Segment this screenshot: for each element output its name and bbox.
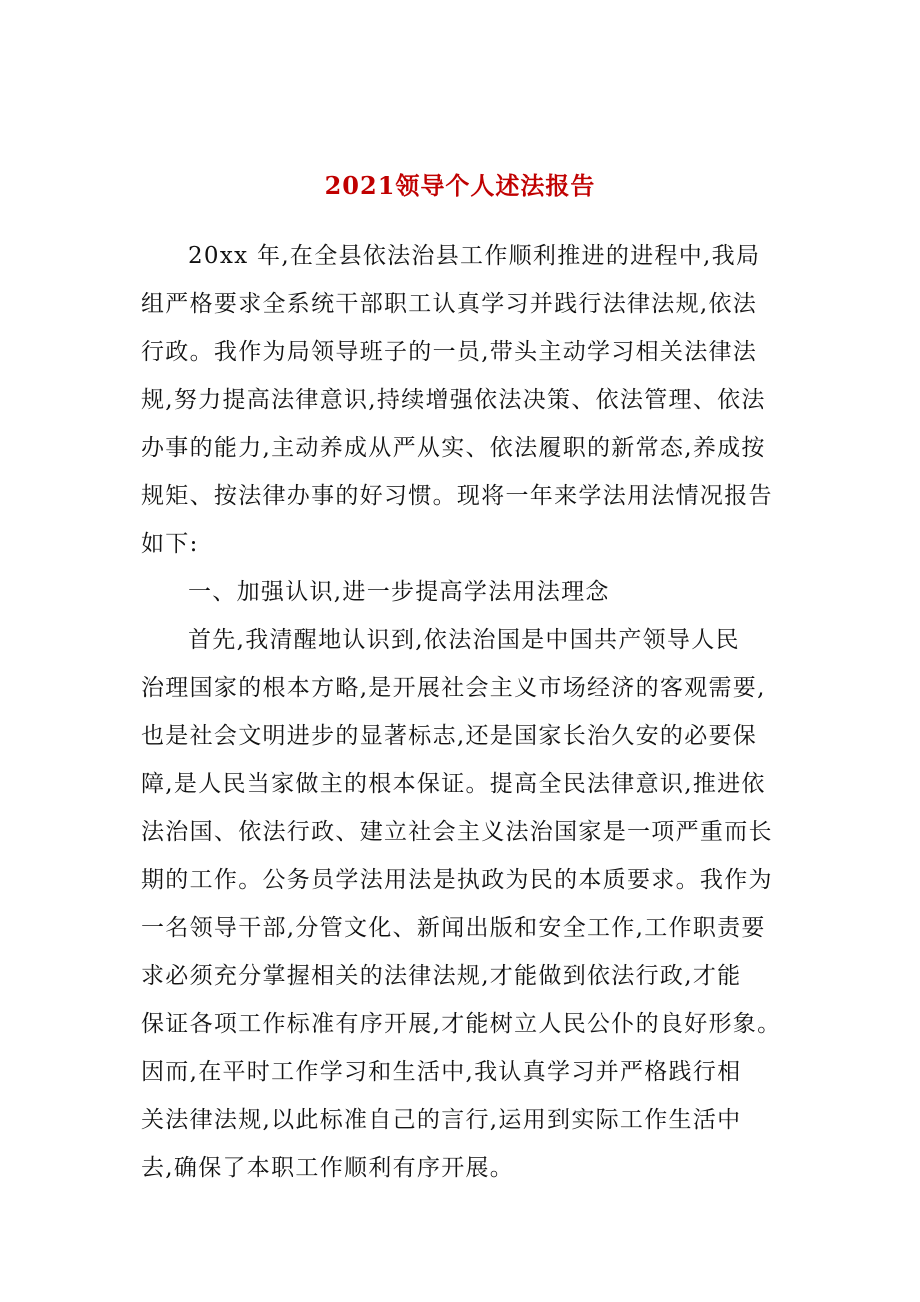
paragraph-line: 也是社会文明进步的显著标志,还是国家长治久安的必要保 <box>141 723 758 749</box>
section-heading: 一、加强认识,进一步提高学法用法理念 <box>188 579 610 605</box>
paragraph-line: 去,确保了本职工作顺利有序开展。 <box>141 1155 515 1181</box>
paragraph-line: 求必须充分掌握相关的法律法规,才能做到依法行政,才能 <box>141 963 742 989</box>
paragraph-line: 如下: <box>141 531 199 557</box>
paragraph-line: 规,努力提高法律意识,持续增强依法决策、依法管理、依法 <box>141 387 766 413</box>
paragraph-line: 保证各项工作标准有序开展,才能树立人民公仆的良好形象。 <box>141 1011 782 1037</box>
paragraph-line: 治理国家的根本方略,是开展社会主义市场经济的客观需要, <box>141 675 766 701</box>
paragraph-line: 因而,在平时工作学习和生活中,我认真学习并严格践行相 <box>141 1059 742 1085</box>
paragraph-line: 期的工作。公务员学法用法是执政为民的本质要求。我作为 <box>141 867 773 893</box>
paragraph-line: 20xx 年,在全县依法治县工作顺利推进的进程中,我局 <box>188 243 761 269</box>
paragraph-line: 首先,我清醒地认识到,依法治国是中国共产领导人民 <box>188 627 740 653</box>
paragraph-line: 规矩、按法律办事的好习惯。现将一年来学法用法情况报告 <box>141 483 773 509</box>
paragraph-line: 组严格要求全系统干部职工认真学习并践行法律法规,依法 <box>141 291 758 317</box>
paragraph-line: 法治国、依法行政、建立社会主义法治国家是一项严重而长 <box>141 819 773 845</box>
paragraph-line: 一名领导干部,分管文化、新闻出版和安全工作,工作职责要 <box>141 915 766 941</box>
paragraph-line: 关法律法规,以此标准自己的言行,运用到实际工作生活中 <box>141 1107 742 1133</box>
document-title: 2021领导个人述法报告 <box>324 171 596 200</box>
paragraph-line: 办事的能力,主动养成从严从实、依法履职的新常态,养成按 <box>141 435 766 461</box>
paragraph-line: 障,是人民当家做主的根本保证。提高全民法律意识,推进依 <box>141 771 766 797</box>
paragraph-line: 行政。我作为局领导班子的一员,带头主动学习相关法律法 <box>141 339 758 365</box>
